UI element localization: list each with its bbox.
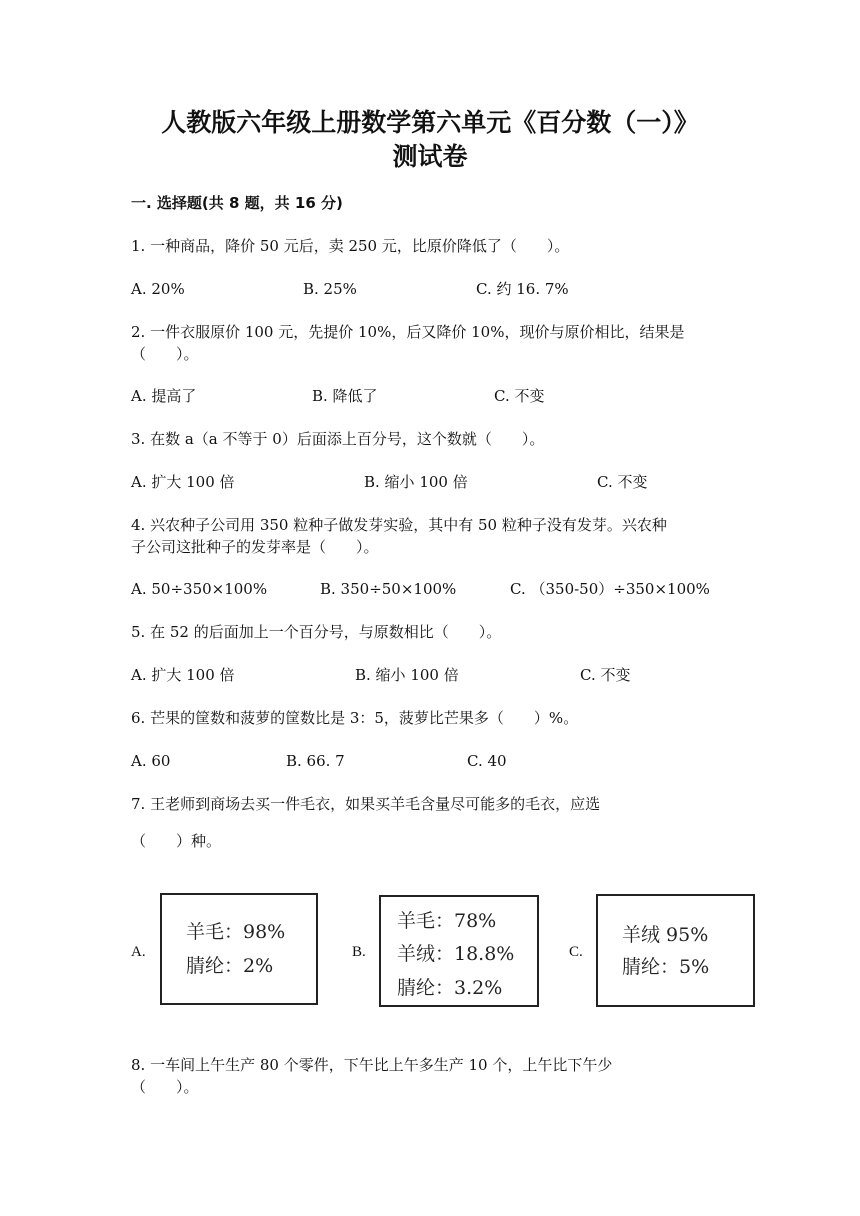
question-3-option-a[interactable]: A. 扩大 100 倍 xyxy=(131,473,235,491)
question-7-image-a-label[interactable]: A. xyxy=(131,944,146,960)
question-4-stem-line2: 子公司这批种子的发芽率是（ ）。 xyxy=(131,538,379,556)
question-2-option-a[interactable]: A. 提高了 xyxy=(131,387,197,405)
question-3-stem: 3. 在数 a（a 不等于 0）后面添上百分号，这个数就（ ）。 xyxy=(131,430,545,448)
question-7-image-b-line3: 腈纶：3.2% xyxy=(397,977,503,999)
question-7-image-b-box[interactable] xyxy=(379,895,539,1007)
question-7-image-c-line1: 羊绒 95% xyxy=(622,924,709,946)
question-4-option-b[interactable]: B. 350÷50×100% xyxy=(320,580,457,598)
question-2-option-b[interactable]: B. 降低了 xyxy=(312,387,378,405)
question-2-stem-line1: 2. 一件衣服原价 100 元，先提价 10%，后又降价 10%，现价与原价相比，结果是 xyxy=(131,323,685,341)
question-8-stem-line1: 8. 一车间上午生产 80 个零件，下午比上午多生产 10 个，上午比下午少 xyxy=(131,1056,613,1074)
section-heading: 一. 选择题(共 8 题，共 16 分) xyxy=(131,194,343,212)
question-7-image-b-line2: 羊绒：18.8% xyxy=(397,943,515,965)
question-7-image-a-line2: 腈纶：2% xyxy=(186,955,274,977)
question-7-image-c-box[interactable] xyxy=(596,894,755,1007)
question-4-option-c[interactable]: C. （350-50）÷350×100% xyxy=(510,580,710,598)
question-4-option-a[interactable]: A. 50÷350×100% xyxy=(131,580,268,598)
question-6-stem: 6. 芒果的筐数和菠萝的筐数比是 3：5，菠萝比芒果多（ ）%。 xyxy=(131,709,579,727)
page-subtitle: 测试卷 xyxy=(392,142,468,171)
question-5-stem: 5. 在 52 的后面加上一个百分号，与原数相比（ ）。 xyxy=(131,623,502,641)
question-7-image-a-line1: 羊毛：98% xyxy=(186,921,286,943)
question-7-image-b-line1: 羊毛：78% xyxy=(397,910,497,932)
question-3-option-c[interactable]: C. 不变 xyxy=(597,473,648,491)
question-7-stem-line2: （ ）种。 xyxy=(131,832,222,850)
question-5-option-c[interactable]: C. 不变 xyxy=(580,666,631,684)
question-1-option-c[interactable]: C. 约 16. 7% xyxy=(476,280,569,298)
question-3-option-b[interactable]: B. 缩小 100 倍 xyxy=(364,473,468,491)
page-title: 人教版六年级上册数学第六单元《百分数（一）》 xyxy=(161,108,699,137)
question-7-image-a-box[interactable] xyxy=(160,893,318,1005)
question-5-option-a[interactable]: A. 扩大 100 倍 xyxy=(131,666,235,684)
question-1-option-a[interactable]: A. 20% xyxy=(131,280,185,298)
question-7-image-b-label[interactable]: B. xyxy=(352,944,366,960)
question-7-stem-line1: 7. 王老师到商场去买一件毛衣，如果买羊毛含量尽可能多的毛衣，应选 xyxy=(131,795,601,813)
question-6-option-c[interactable]: C. 40 xyxy=(467,752,507,770)
question-7-image-c-line2: 腈纶：5% xyxy=(622,956,710,978)
question-2-stem-line2: （ ）。 xyxy=(131,345,199,363)
question-7-image-c-label[interactable]: C. xyxy=(569,944,583,960)
question-8-stem-line2: （ ）。 xyxy=(131,1078,199,1096)
question-4-stem-line1: 4. 兴农种子公司用 350 粒种子做发芽实验，其中有 50 粒种子没有发芽。兴农种 xyxy=(131,516,667,534)
question-6-option-a[interactable]: A. 60 xyxy=(131,752,171,770)
question-2-option-c[interactable]: C. 不变 xyxy=(494,387,545,405)
question-5-option-b[interactable]: B. 缩小 100 倍 xyxy=(355,666,459,684)
question-1-stem: 1. 一种商品，降价 50 元后，卖 250 元，比原价降低了（ ）。 xyxy=(131,237,570,255)
question-6-option-b[interactable]: B. 66. 7 xyxy=(286,752,345,770)
question-1-option-b[interactable]: B. 25% xyxy=(303,280,357,298)
